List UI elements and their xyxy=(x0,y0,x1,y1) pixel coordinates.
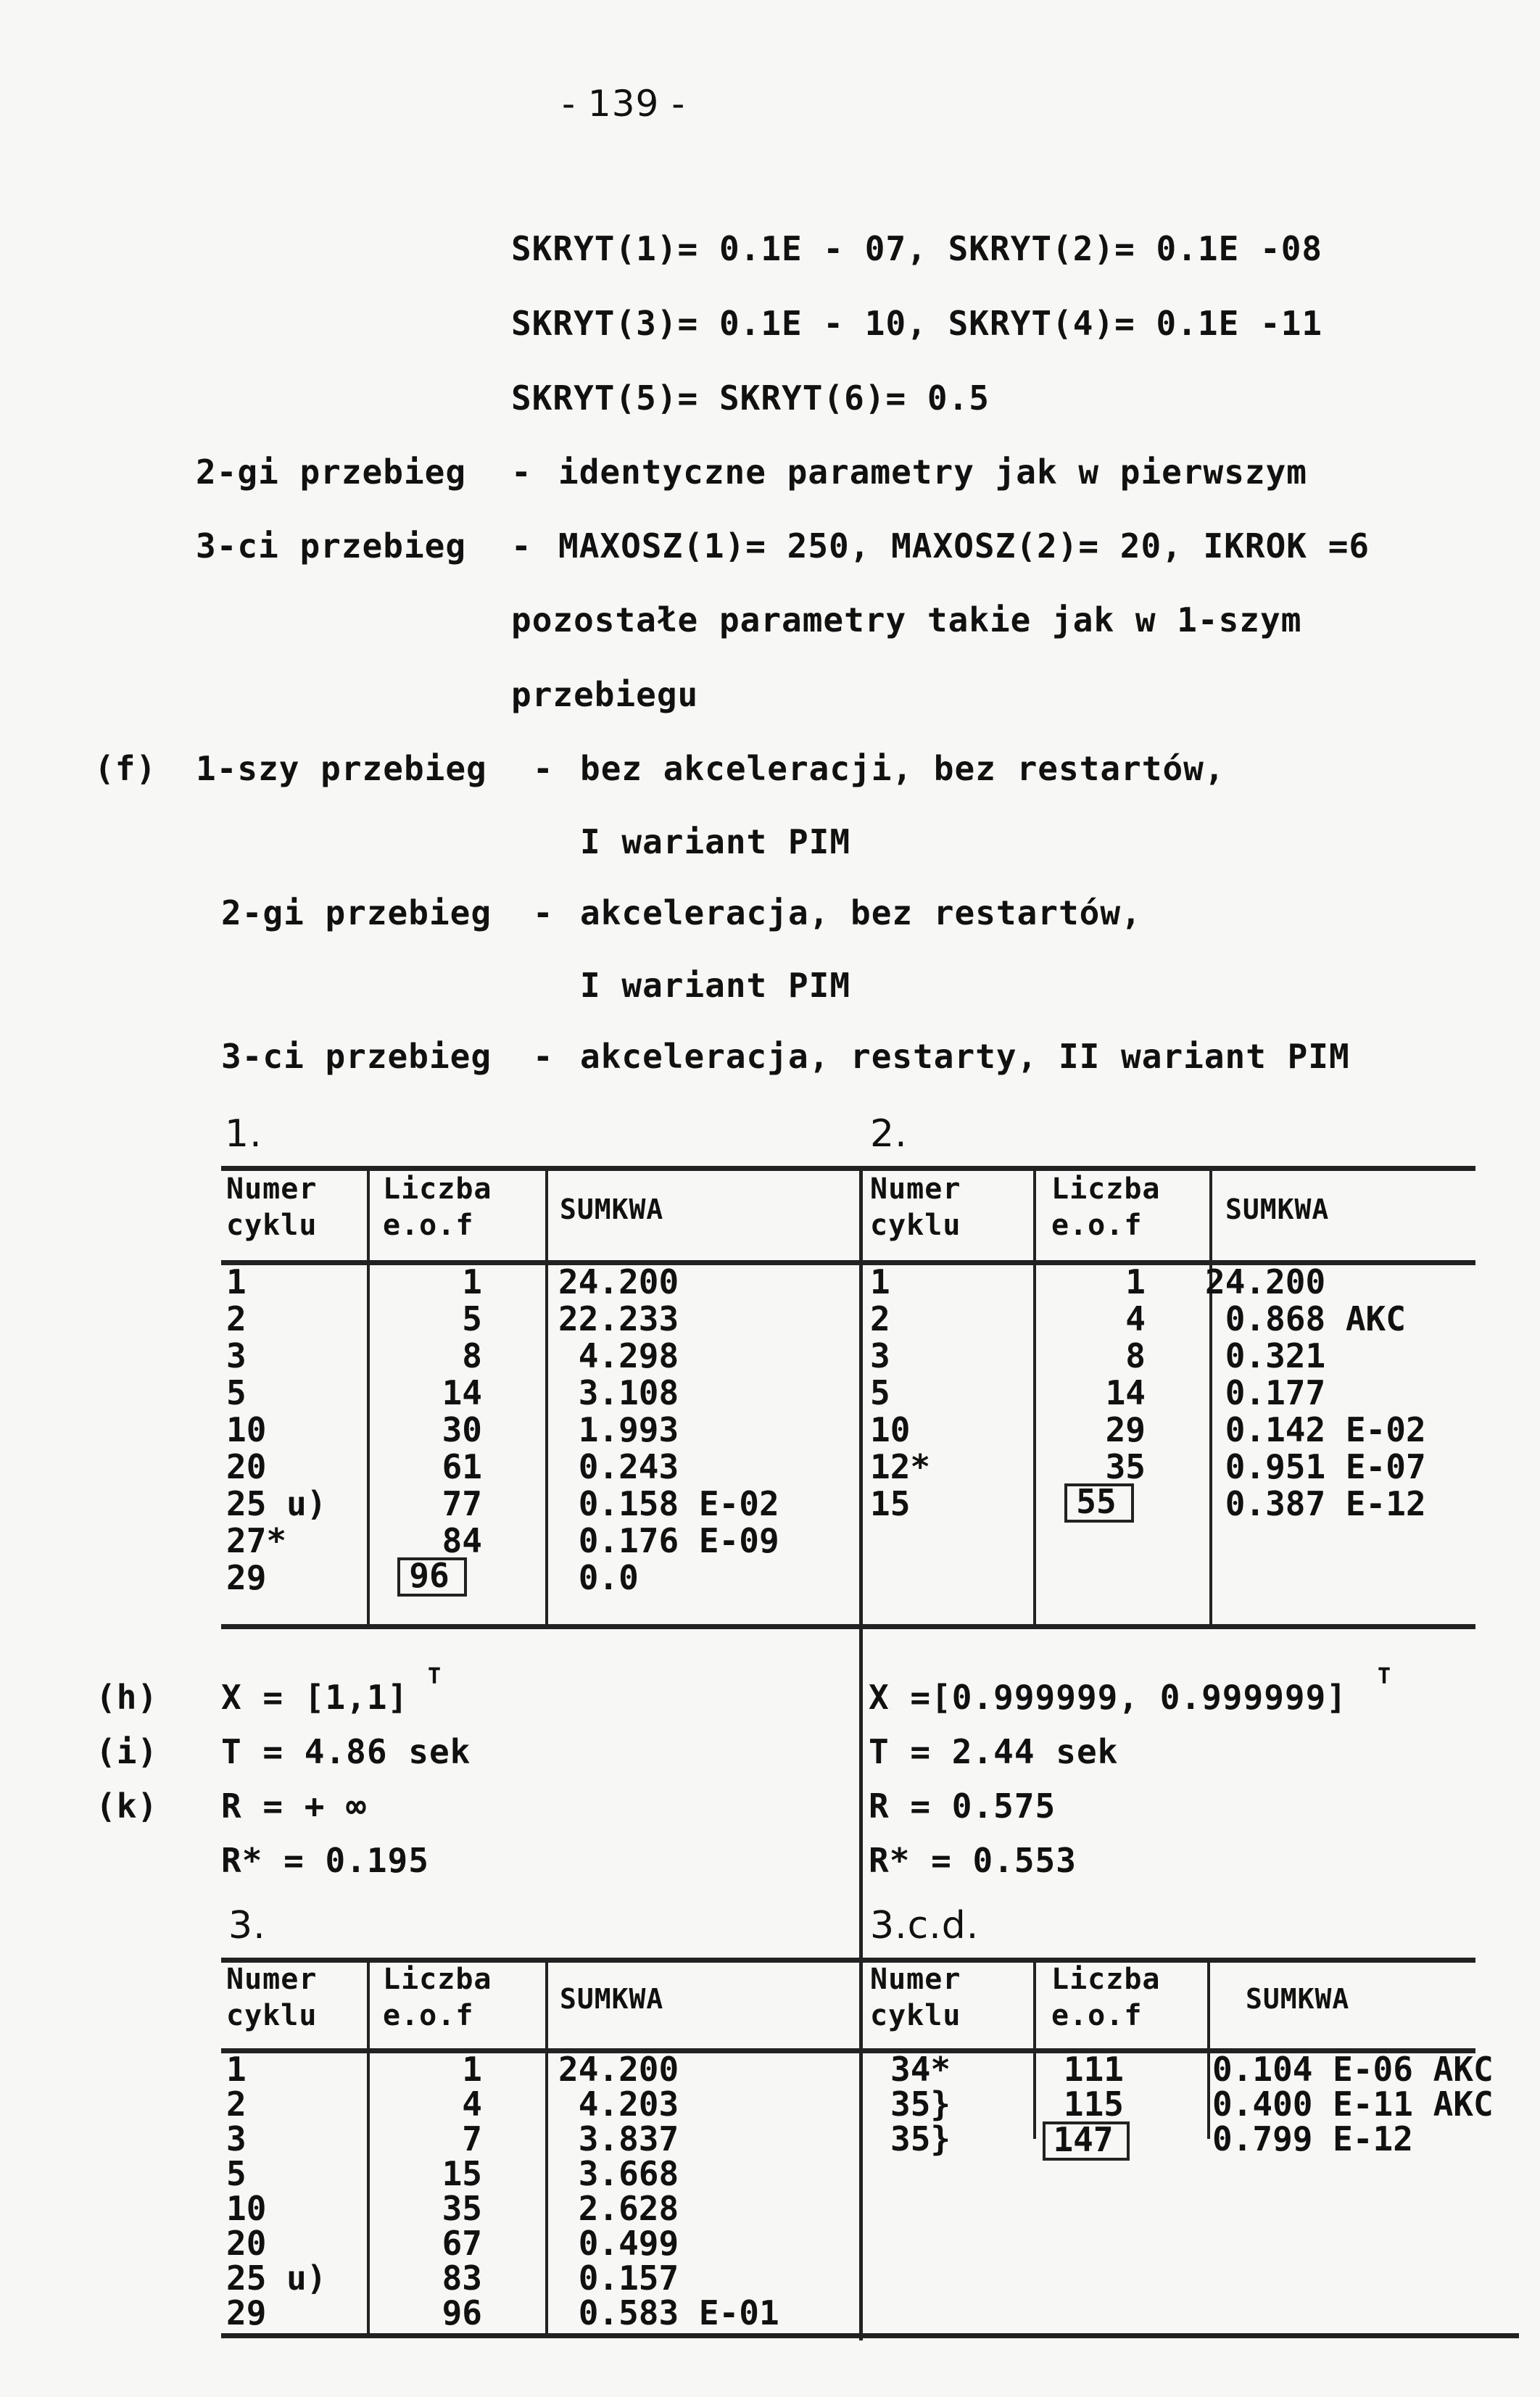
result-x: X = [1,1] xyxy=(221,1678,409,1717)
header-cyklu: cyklu xyxy=(226,1209,318,1242)
run-text: MAXOSZ(1)= 250, MAXOSZ(2)= 20, IKROK =6 xyxy=(558,526,1370,566)
table-bottom-rule xyxy=(221,1624,1475,1629)
column-rule xyxy=(1207,1958,1210,2139)
column-rule xyxy=(545,1166,548,1624)
header-liczba: Liczba xyxy=(383,1172,492,1206)
header-sumkwa: SUMKWA xyxy=(1246,1983,1350,2015)
header-sumkwa: SUMKWA xyxy=(560,1193,664,1225)
table2-numer-column: 1 2 3 5 10 12* 15 xyxy=(870,1262,931,1523)
run-dash: - xyxy=(511,526,532,566)
header-numer: Numer xyxy=(870,1172,961,1206)
result-r-star: R* = 0.553 xyxy=(869,1841,1077,1880)
column-rule xyxy=(367,1166,370,1624)
table-label-2: 2. xyxy=(870,1112,908,1156)
header-sumkwa: SUMKWA xyxy=(560,1983,664,2015)
run-text: bez akceleracji, bez restartów, xyxy=(580,749,1225,788)
run-continuation: I wariant PIM xyxy=(580,966,851,1005)
table1-liczba-column: 1 5 8 14 30 61 77 84 xyxy=(442,1262,482,1560)
result-time: T = 2.44 sek xyxy=(869,1732,1119,1771)
result-r: R = + ∞ xyxy=(221,1787,367,1826)
table3cd-liczba-column: 111 115 xyxy=(1063,2050,1124,2124)
header-cyklu: cyklu xyxy=(870,1999,961,2032)
run-dash: - xyxy=(533,1037,554,1076)
result-marker-h: (h) xyxy=(96,1678,159,1717)
run-dash: - xyxy=(511,452,532,492)
run-label: 2-gi przebieg xyxy=(196,452,467,492)
header-eof: e.o.f xyxy=(1051,1999,1143,2032)
run-dash: - xyxy=(533,893,554,932)
header-liczba: Liczba xyxy=(383,1963,492,1996)
run-continuation: I wariant PIM xyxy=(580,822,851,861)
table3cd-numer-column: 34* 35} 35} xyxy=(890,2050,951,2158)
table3-sumkwa-column: 24.200 4.203 3.837 3.668 2.628 0.499 0.157 0.583 E-01 xyxy=(558,2050,779,2332)
header-numer: Numer xyxy=(226,1172,318,1206)
result-r: R = 0.575 xyxy=(869,1787,1056,1826)
run-text: akceleracja, bez restartów, xyxy=(580,893,1142,932)
run-continuation: pozostałe parametry takie jak w 1-szym xyxy=(511,600,1302,639)
result-r-star: R* = 0.195 xyxy=(221,1841,429,1880)
table2-liczba-column: 1 4 8 14 29 35 xyxy=(1105,1262,1146,1486)
table3cd-sumkwa-column: 0.104 E-06 AKC 0.400 E-11 AKC 0.799 E-12 xyxy=(1212,2050,1494,2158)
table3-numer-column: 1 2 3 5 10 20 25 u) 29 xyxy=(226,2050,327,2332)
table-label-3: 3. xyxy=(228,1904,266,1947)
run-label: 3-ci przebieg xyxy=(196,526,467,566)
table2-sumkwa-column: 24.200 0.868 AKC 0.321 0.177 0.142 E-02 0.951 E-07 0.387 E-12 xyxy=(1205,1262,1426,1523)
result-marker-i: (i) xyxy=(96,1732,159,1771)
table2-boxed-liczba: 55 xyxy=(1076,1482,1117,1521)
header-numer: Numer xyxy=(870,1963,961,1996)
table-label-3cd: 3.c.d. xyxy=(870,1904,980,1947)
result-marker-k: (k) xyxy=(96,1787,159,1826)
result-time: T = 4.86 sek xyxy=(221,1732,471,1771)
header-cyklu: cyklu xyxy=(226,1999,318,2032)
column-rule xyxy=(1033,1958,1036,2139)
run-continuation: przebiegu xyxy=(511,675,699,714)
run-label: 1-szy przebieg xyxy=(196,749,487,788)
header-liczba: Liczba xyxy=(1051,1963,1161,1996)
header-liczba: Liczba xyxy=(1051,1172,1161,1206)
page-number: - 139 - xyxy=(562,83,686,125)
column-rule xyxy=(1033,1166,1036,1624)
run-label: 2-gi przebieg xyxy=(221,893,492,932)
param-line-2: SKRYT(3)= 0.1E - 10, SKRYT(4)= 0.1E -11 xyxy=(511,304,1323,343)
run-text: identyczne parametry jak w pierwszym xyxy=(558,452,1307,492)
header-eof: e.o.f xyxy=(383,1999,474,2032)
table1-sumkwa-column: 24.200 22.233 4.298 3.108 1.993 0.243 0.158 E-02 0.176 E-09 0.0 xyxy=(558,1262,779,1597)
table-label-1: 1. xyxy=(225,1112,262,1156)
header-numer: Numer xyxy=(226,1963,318,1996)
param-line-1: SKRYT(1)= 0.1E - 07, SKRYT(2)= 0.1E -08 xyxy=(511,229,1323,268)
section-marker-f: (f) xyxy=(94,749,157,788)
table3-liczba-column: 1 4 7 15 35 67 83 96 xyxy=(442,2050,482,2332)
header-eof: e.o.f xyxy=(383,1209,474,1242)
header-eof: e.o.f xyxy=(1051,1209,1143,1242)
table-top-rule xyxy=(221,1166,1475,1171)
run-text: akceleracja, restarty, II wariant PIM xyxy=(580,1037,1350,1076)
run-label: 3-ci przebieg xyxy=(221,1037,492,1076)
run-dash: - xyxy=(533,749,554,788)
table-bottom-rule xyxy=(221,2333,1519,2338)
header-cyklu: cyklu xyxy=(870,1209,961,1242)
column-rule xyxy=(545,1958,548,2333)
table1-numer-column: 1 2 3 5 10 20 25 u) 27* 29 xyxy=(226,1262,327,1597)
transpose-mark: T xyxy=(1378,1664,1392,1689)
header-sumkwa: SUMKWA xyxy=(1225,1193,1330,1225)
param-line-3: SKRYT(5)= SKRYT(6)= 0.5 xyxy=(511,378,990,418)
table3cd-boxed-liczba: 147 xyxy=(1053,2120,1114,2159)
center-divider xyxy=(859,1166,863,2340)
result-x: X =[0.999999, 0.999999] xyxy=(869,1678,1347,1717)
table1-boxed-liczba: 96 xyxy=(409,1556,450,1595)
column-rule xyxy=(367,1958,370,2333)
transpose-mark: T xyxy=(428,1664,442,1689)
